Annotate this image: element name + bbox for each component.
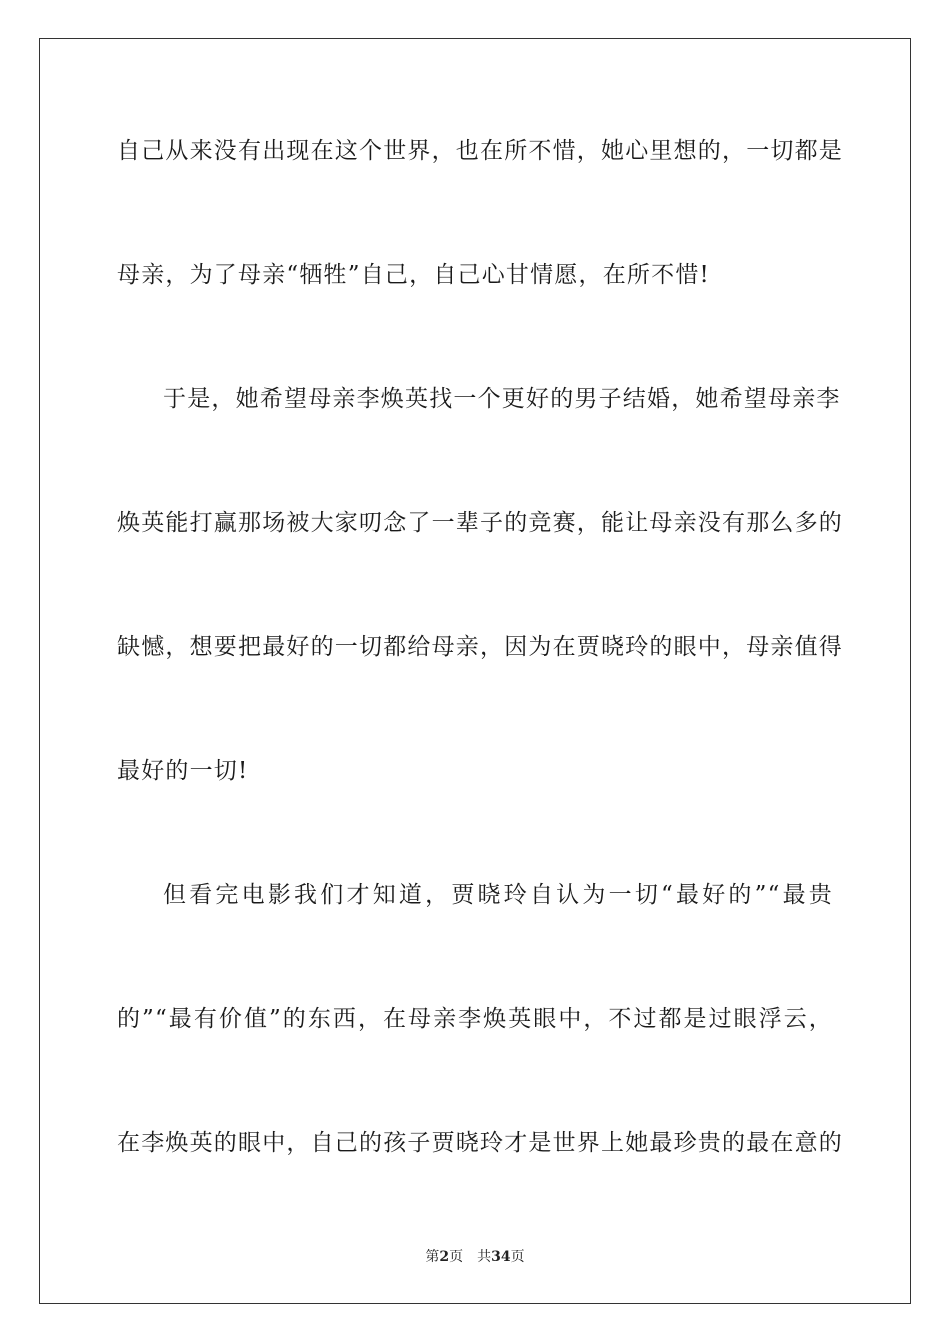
text-line: 于是，她希望母亲李焕英找一个更好的男子结婚，她希望母亲李 bbox=[163, 386, 841, 412]
text-line: 焕英能打赢那场被大家叨念了一辈子的竞赛，能让母亲没有那么多的 bbox=[117, 510, 843, 536]
total-suffix: 页 bbox=[510, 1249, 525, 1265]
page-suffix: 页 bbox=[449, 1249, 464, 1265]
text-line: 最好的一切! bbox=[117, 758, 249, 784]
text-line: 的”“最有价值”的东西，在母亲李焕英眼中，不过都是过眼浮云， bbox=[117, 1006, 833, 1032]
total-pages: 34 bbox=[491, 1249, 511, 1265]
page-border bbox=[39, 38, 911, 1304]
page-number: 2 bbox=[439, 1249, 450, 1265]
text-line: 但看完电影我们才知道，贾晓玲自认为一切“最好的”“最贵 bbox=[163, 882, 833, 908]
text-line: 缺憾，想要把最好的一切都给母亲，因为在贾晓玲的眼中，母亲值得 bbox=[117, 634, 843, 660]
page-prefix: 第 bbox=[425, 1249, 440, 1265]
text-line: 自己从来没有出现在这个世界，也在所不惜，她心里想的，一切都是 bbox=[117, 138, 843, 164]
text-line: 在李焕英的眼中，自己的孩子贾晓玲才是世界上她最珍贵的最在意的 bbox=[117, 1130, 843, 1156]
page-footer bbox=[0, 1248, 950, 1266]
text-line: 母亲，为了母亲“牺牲”自己，自己心甘情愿，在所不惜! bbox=[117, 262, 710, 288]
total-prefix: 共 bbox=[477, 1249, 492, 1265]
